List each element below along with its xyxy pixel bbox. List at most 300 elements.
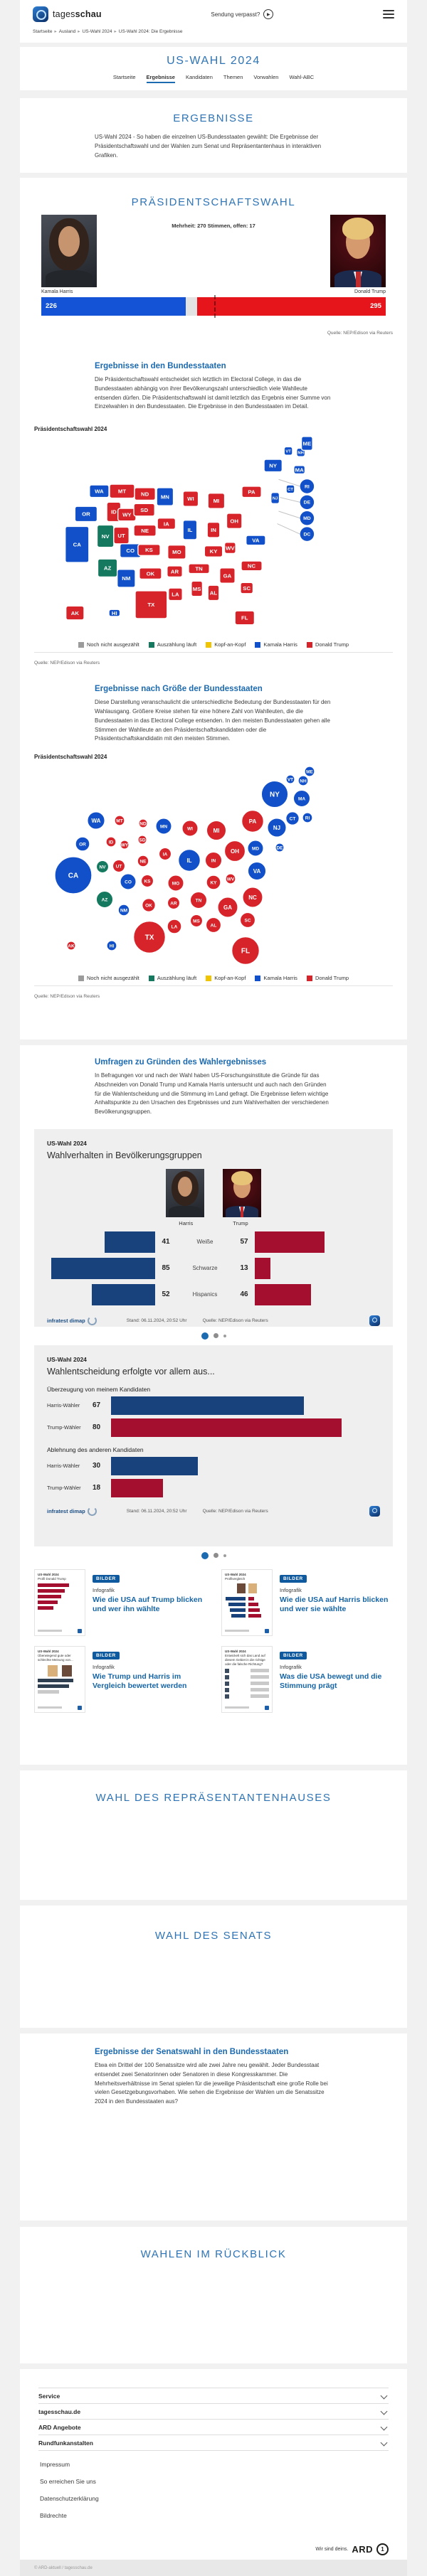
state-bubble-WV[interactable] (226, 874, 236, 884)
svg-text:MS: MS (193, 919, 200, 924)
thumb-gray-bar (251, 1694, 269, 1698)
tagesschau-mini-icon (369, 1315, 380, 1326)
thumb-tagesschau-icon (78, 1706, 82, 1710)
state-tile-NY[interactable] (264, 459, 282, 472)
teaser-card[interactable] (221, 1646, 393, 1713)
state-bubble-ME[interactable] (305, 766, 315, 776)
state-bubble-VT[interactable] (286, 775, 295, 784)
breadcrumb-item[interactable]: US-Wahl 2024 (82, 29, 112, 34)
svg-text:AL: AL (210, 923, 217, 929)
category-label: Weiße (196, 1239, 214, 1246)
state-tile-ME[interactable] (302, 437, 313, 450)
state-bubble-AL[interactable] (206, 918, 221, 933)
svg-text:KY: KY (209, 548, 218, 555)
chart2-groups (47, 1386, 380, 1497)
svg-text:NJ: NJ (273, 824, 281, 831)
state-bubble-IL[interactable] (179, 850, 201, 872)
teaser-card[interactable] (221, 1569, 393, 1636)
teaser-card[interactable] (34, 1646, 206, 1713)
trump-name: Donald Trump (354, 289, 386, 294)
thumb-row (225, 1682, 269, 1686)
legend-swatch (78, 976, 84, 981)
state-bubble-NE[interactable] (137, 855, 149, 867)
state-tile-SD[interactable] (134, 503, 154, 516)
state-bubble-TN[interactable] (190, 892, 207, 909)
trump-bar-area (255, 1258, 363, 1279)
state-tile-UT[interactable] (114, 528, 129, 544)
trump-bar (255, 1231, 325, 1253)
reason-row-value: 80 (93, 1423, 101, 1432)
reason-row-bar (111, 1418, 342, 1437)
thumb-bar (231, 1614, 246, 1618)
svg-text:WA: WA (91, 817, 101, 824)
svg-text:UT: UT (117, 532, 125, 539)
breadcrumb-item[interactable]: Ausland (58, 29, 76, 34)
review-title: WAHLEN IM RÜCKBLICK (140, 2248, 287, 2260)
svg-text:NY: NY (269, 462, 278, 469)
thumb-bar (248, 1608, 260, 1612)
tab-vorwahlen[interactable]: Vorwahlen (253, 74, 279, 80)
legend-label: Auszählung läuft (157, 641, 197, 648)
svg-text:OK: OK (146, 570, 155, 577)
trump-bar (255, 1284, 311, 1305)
reason-row-value: 30 (93, 1462, 101, 1470)
demographics-row (47, 1284, 380, 1305)
state-bubble-SD[interactable] (138, 835, 147, 844)
legend-swatch (255, 976, 260, 981)
state-bubble-MS[interactable] (190, 914, 202, 926)
majority-note: Mehrheit: 270 Stimmen, offen: 17 (172, 223, 255, 229)
svg-text:NC: NC (247, 562, 256, 570)
reason-row (47, 1457, 380, 1475)
state-bubble-WA[interactable] (88, 812, 105, 830)
svg-text:NE: NE (139, 859, 147, 865)
thumb-tagesschau-icon (265, 1629, 269, 1633)
thumb-bar (228, 1603, 246, 1606)
state-tile-WY[interactable] (118, 508, 136, 521)
svg-text:DE: DE (276, 845, 283, 851)
thumb-bar (38, 1595, 61, 1598)
state-tile-AZ[interactable] (97, 559, 117, 577)
breadcrumb-separator: ▸ (78, 29, 80, 34)
svg-text:KY: KY (210, 880, 217, 886)
svg-text:ID: ID (110, 508, 117, 515)
svg-text:FL: FL (241, 614, 248, 621)
teaser-thumbnail[interactable] (34, 1646, 85, 1713)
demographics-chart-card (34, 1129, 393, 1327)
thumb-title: Überwiegend gute oder schlechte Meinung von... (38, 1653, 73, 1662)
thumb-footer-line (225, 1706, 249, 1709)
tab-ergebnisse[interactable]: Ergebnisse (147, 74, 175, 83)
state-bubble-NJ[interactable] (268, 818, 287, 838)
state-tile-KY[interactable] (204, 546, 222, 557)
svg-text:WY: WY (122, 511, 132, 518)
svg-text:OK: OK (145, 903, 152, 909)
state-bubble-NV[interactable] (96, 860, 108, 872)
teaser-thumbnail[interactable] (34, 1569, 85, 1636)
teaser-title[interactable]: Wie die USA auf Trump blicken und wer ihn wählte (93, 1595, 203, 1614)
harris-photo (41, 215, 97, 287)
svg-text:IL: IL (186, 857, 192, 864)
infratest-dimap-logo: infratest dimap (47, 1507, 97, 1516)
state-bubble-WI[interactable] (182, 821, 198, 836)
state-bubble-PA[interactable] (242, 811, 264, 833)
reason-row-value: 67 (93, 1401, 101, 1410)
svg-text:IA: IA (162, 852, 168, 857)
chart1-rows (47, 1231, 380, 1305)
state-bubble-IN[interactable] (205, 852, 222, 869)
presidential-election-card (20, 178, 407, 1040)
svg-text:SC: SC (243, 584, 251, 592)
thumb-row (225, 1694, 269, 1699)
state-tile-NM[interactable] (117, 570, 135, 587)
accordion-label: Rundfunkanstalten (38, 2439, 93, 2447)
thumb-bar (226, 1597, 246, 1600)
state-bubble-OR[interactable] (75, 837, 90, 851)
state-bubble-WY[interactable] (120, 840, 129, 849)
state-bubble-DE[interactable] (275, 843, 284, 852)
svg-text:WA: WA (95, 488, 104, 495)
tagesschau-app-icon (33, 6, 48, 22)
legend-swatch (307, 642, 312, 648)
state-bubble-ND[interactable] (139, 819, 147, 828)
thumb-photos (38, 1665, 82, 1677)
state-tile-WV[interactable] (225, 543, 236, 554)
category-label: Hispanics (192, 1291, 218, 1298)
thumb-bar (38, 1600, 58, 1604)
hamburger-menu-icon[interactable] (383, 10, 394, 18)
state-tile-IL[interactable] (183, 520, 196, 540)
state-bubble-RI[interactable] (302, 813, 312, 823)
legend-label: Donald Trump (315, 975, 349, 982)
play-icon: ▶ (263, 9, 273, 19)
thumb-footer (38, 1629, 82, 1633)
teaser-body (93, 1569, 206, 1636)
state-bubble-IA[interactable] (159, 848, 171, 860)
state-tile-TN[interactable] (189, 564, 209, 574)
thumb-right-bars (248, 1595, 269, 1618)
state-tile-FL[interactable] (235, 611, 254, 624)
accordion-tagesschaude[interactable] (38, 2403, 389, 2419)
accordion-ardangebote[interactable] (38, 2419, 389, 2435)
accordion-rundfunkanstalten[interactable] (38, 2435, 389, 2451)
state-tile-PA[interactable] (242, 486, 261, 498)
svg-text:GA: GA (223, 572, 232, 579)
svg-text:IA: IA (163, 520, 169, 528)
tagesschau-logo[interactable] (33, 6, 102, 22)
svg-text:NC: NC (248, 894, 257, 901)
harris-value: 41 (162, 1238, 170, 1246)
harris-name: Kamala Harris (41, 289, 73, 294)
state-tile-NC[interactable] (241, 561, 262, 571)
chart1-harris-photo (166, 1169, 204, 1217)
state-tile-KS[interactable] (138, 545, 160, 556)
state-bubble-NY[interactable] (261, 781, 288, 808)
state-bubble-MD[interactable] (248, 840, 263, 856)
state-bubble-CA[interactable] (55, 857, 92, 894)
harris-ev-segment: 226 (41, 297, 186, 316)
state-tile-IA[interactable] (157, 518, 175, 530)
svg-text:MD: MD (303, 516, 311, 522)
accordion-service[interactable] (38, 2388, 389, 2403)
state-bubble-ID[interactable] (106, 837, 116, 847)
state-tile-NJ[interactable] (271, 493, 280, 504)
state-callout-RI[interactable] (300, 479, 314, 493)
thumb-square (225, 1694, 229, 1699)
state-tile-VT[interactable] (284, 447, 292, 456)
svg-text:ND: ND (139, 821, 147, 827)
footer-link[interactable]: Datenschutzerklärung (40, 2495, 99, 2502)
states-results-text: Die Präsidentschaftswahl entscheidet sich letztlich im Electoral College, in das die Bundesstaaten abhängig von ihrer Bevölkerungszahl unterschiedlich viele Wahlleute entsenden dürfen. Die Präsidentschaftswahl ist damit letztlich das Ergebnis einer Summe von Einzelwahlen in den Bundesstaaten. Die Ergebnisse in den Bundesstaaten im Detail. (95, 376, 331, 410)
reason-row-value: 18 (93, 1484, 101, 1492)
tagesschau-mini-icon (369, 1506, 380, 1517)
state-bubble-NC[interactable] (243, 887, 263, 907)
teaser-card[interactable] (34, 1569, 206, 1636)
thumb-square (225, 1688, 229, 1692)
chevron-down-icon (381, 2439, 388, 2447)
results-intro-text: US-Wahl 2024 - So haben die einzelnen US-Bundesstaaten gewählt: Die Ergebnisse der Präsidentschaftswahl und der Wahlen zum Senat und Repräsentantenhaus in interaktiven Grafiken. (95, 134, 322, 159)
svg-text:OH: OH (231, 848, 239, 855)
ev-bar-source: Quelle: NEP/Edison via Reuters (327, 331, 393, 336)
svg-text:AK: AK (70, 610, 79, 617)
svg-text:AZ: AZ (101, 897, 108, 903)
thumb-kicker: US-Wahl 2024 (225, 1649, 246, 1653)
svg-text:RI: RI (304, 484, 310, 490)
state-tile-GA[interactable] (220, 568, 235, 583)
state-tile-MI[interactable] (208, 493, 224, 508)
svg-text:DC: DC (303, 532, 311, 538)
tab-startseite[interactable]: Startseite (112, 74, 136, 80)
state-tile-CA[interactable] (65, 527, 89, 563)
us-bubble-cartogram[interactable] (34, 761, 393, 975)
state-tile-MA[interactable] (294, 466, 305, 474)
state-bubble-KS[interactable] (141, 875, 153, 887)
state-tile-MN[interactable] (157, 488, 173, 506)
svg-text:ND: ND (141, 491, 149, 498)
footer-link[interactable]: Impressum (40, 2461, 70, 2468)
state-bubble-CT[interactable] (286, 812, 300, 825)
state-bubble-TX[interactable] (134, 921, 166, 953)
teaser-kicker: Infografik (93, 1586, 115, 1593)
state-tile-OH[interactable] (226, 513, 241, 528)
state-bubble-MN[interactable] (156, 818, 172, 834)
thumb-bar (248, 1597, 254, 1600)
us-choropleth-map[interactable] (34, 434, 393, 641)
thumb-row (225, 1688, 269, 1692)
demographics-row (47, 1258, 380, 1279)
teaser-body (280, 1646, 393, 1713)
state-bubble-KY[interactable] (206, 875, 221, 889)
reason-row-label: Harris-Wähler (47, 1463, 80, 1470)
state-tile-AL[interactable] (208, 585, 219, 600)
state-bubble-FL[interactable] (232, 937, 260, 965)
svg-text:GA: GA (223, 904, 232, 911)
map2-source: Quelle: NEP/Edison via Reuters (34, 994, 100, 1000)
teaser-title[interactable]: Was die USA bewegt und die Stimmung prägt (280, 1672, 382, 1691)
teaser-thumbnail[interactable] (221, 1569, 273, 1636)
state-callout-DC[interactable] (300, 528, 314, 541)
state-tile-TX[interactable] (135, 591, 167, 619)
state-bubble-NM[interactable] (118, 904, 130, 916)
svg-text:TN: TN (195, 565, 203, 572)
state-bubble-MA[interactable] (293, 790, 310, 807)
state-bubble-AZ[interactable] (96, 891, 113, 908)
state-bubble-CO[interactable] (120, 874, 136, 889)
teaser-thumbnail[interactable] (221, 1646, 273, 1713)
svg-text:ME: ME (302, 440, 312, 447)
thumb-footer (225, 1706, 269, 1710)
electoral-college-bar[interactable] (41, 297, 386, 316)
reason-row (47, 1396, 380, 1415)
state-tile-HI[interactable] (109, 609, 120, 616)
state-tile-AK[interactable] (66, 606, 84, 620)
state-bubble-OH[interactable] (224, 841, 245, 862)
harris-bar-area (47, 1258, 155, 1279)
thumb-gray-bar (251, 1675, 269, 1679)
house-section-card (20, 1770, 407, 1900)
majority-marker (214, 295, 216, 318)
state-bubble-NH[interactable] (298, 776, 308, 786)
legend-swatch (149, 976, 154, 981)
brand-name: tagesschau (53, 9, 102, 19)
state-bubble-MT[interactable] (115, 816, 125, 825)
svg-text:LA: LA (171, 924, 178, 930)
footer-link[interactable]: Bildrechte (40, 2512, 67, 2519)
thumb-row (225, 1669, 269, 1673)
state-tile-LA[interactable] (169, 588, 182, 601)
chevron-down-icon (381, 2424, 388, 2431)
legend-item (78, 975, 139, 981)
thumb-title: Entwickelt sich das Land auf diesem Gebiet in die richtige oder die falsche Richtung? (225, 1653, 265, 1666)
harris-value: 85 (162, 1264, 170, 1273)
state-tile-CT[interactable] (286, 485, 295, 493)
map2-label: Präsidentschaftswahl 2024 (34, 754, 107, 761)
thumb-chart (225, 1595, 269, 1618)
svg-text:MN: MN (160, 493, 169, 501)
state-tile-AR[interactable] (167, 566, 182, 577)
teaser-title[interactable]: Wie die USA auf Harris blicken und wer sie wählte (280, 1595, 389, 1614)
states-results-heading: Ergebnisse in den Bundesstaaten (95, 362, 226, 370)
state-tile-MS[interactable] (191, 582, 203, 597)
state-tile-ND[interactable] (135, 488, 155, 501)
legend-item (255, 975, 297, 981)
state-bubble-OK[interactable] (142, 899, 156, 912)
state-tile-NV[interactable] (97, 525, 113, 547)
state-tile-NE[interactable] (134, 525, 156, 537)
state-tile-WI[interactable] (183, 491, 198, 506)
svg-text:NY: NY (270, 791, 280, 799)
breadcrumb-item[interactable]: Startseite (33, 29, 53, 34)
state-bubble-HI[interactable] (107, 941, 117, 951)
tab-wahl-abc[interactable]: Wahl-ABC (289, 74, 315, 80)
chart1-title: Wahlverhalten in Bevölkerungsgruppen (47, 1150, 202, 1160)
thumb-bar (38, 1589, 65, 1593)
svg-text:AL: AL (209, 589, 218, 597)
missed-broadcast-link[interactable] (211, 9, 273, 19)
ard-one-icon: 1 (376, 2543, 389, 2555)
svg-text:WY: WY (120, 843, 129, 848)
state-callout-DE[interactable] (300, 496, 314, 509)
harris-bar (105, 1231, 155, 1253)
state-bubble-LA[interactable] (167, 919, 181, 934)
svg-text:TX: TX (144, 934, 154, 942)
svg-text:NM: NM (122, 575, 131, 582)
surveys-card (20, 1045, 407, 1765)
state-tile-SC[interactable] (241, 582, 253, 594)
accordion-label: tagesschau.de (38, 2407, 81, 2415)
state-callout-MD[interactable] (300, 511, 314, 525)
legend-swatch (255, 642, 260, 648)
chart2-source: Quelle: NEP/Edison via Reuters (202, 1508, 268, 1514)
state-tile-IN[interactable] (207, 523, 220, 538)
reason-row-bar (111, 1396, 304, 1415)
state-bubble-AK[interactable] (67, 941, 75, 950)
open-ev-segment (186, 297, 196, 316)
thumb-bar (38, 1679, 73, 1682)
svg-text:KS: KS (145, 547, 153, 554)
svg-text:NH: NH (300, 779, 307, 784)
tab-bar (20, 74, 407, 83)
trump-bar-area (255, 1284, 363, 1305)
svg-text:IL: IL (187, 527, 193, 534)
state-tile-OR[interactable] (75, 506, 97, 521)
breadcrumb (33, 28, 394, 34)
thumb-kicker: US-Wahl 2024 (38, 1649, 59, 1653)
svg-text:MS: MS (192, 585, 201, 592)
teaser-title[interactable]: Wie Trump und Harris im Vergleich bewertet werden (93, 1672, 187, 1691)
breadcrumb-item[interactable]: US-Wahl 2024: Die Ergebnisse (118, 29, 183, 34)
harris-bar-area (47, 1284, 155, 1305)
missed-broadcast-label: Sendung verpasst? (211, 11, 260, 18)
svg-text:NV: NV (101, 533, 110, 540)
footer-link[interactable]: So erreichen Sie uns (40, 2478, 96, 2485)
chart1-stand: Stand: 06.11.2024, 20:52 Uhr (126, 1318, 187, 1323)
teaser-grid (34, 1569, 393, 1713)
state-tile-MT[interactable] (110, 484, 135, 498)
legend-label: Noch nicht ausgezählt (86, 975, 139, 982)
chart1-trump-photo (223, 1169, 261, 1217)
state-tile-MO[interactable] (168, 545, 186, 559)
state-bubble-SC[interactable] (240, 913, 255, 928)
reason-row-label: Harris-Wähler (47, 1402, 80, 1409)
svg-text:WI: WI (187, 826, 193, 832)
tab-themen[interactable]: Themen (223, 74, 243, 80)
carousel-dots[interactable] (20, 1332, 407, 1340)
carousel-dots[interactable] (20, 1552, 407, 1559)
svg-text:AR: AR (170, 901, 177, 907)
svg-text:HI: HI (109, 944, 115, 949)
state-tile-VA[interactable] (246, 535, 265, 545)
state-bubble-AR[interactable] (167, 897, 179, 909)
footer-accordions (38, 2388, 389, 2451)
svg-text:MT: MT (116, 818, 123, 824)
state-tile-WA[interactable] (90, 485, 109, 498)
state-bubble-MO[interactable] (168, 875, 184, 891)
state-bubble-GA[interactable] (218, 897, 238, 917)
legend-label: Auszählung läuft (157, 975, 197, 982)
state-tile-OK[interactable] (139, 568, 162, 579)
tab-kandidaten[interactable]: Kandidaten (185, 74, 213, 80)
svg-text:RI: RI (305, 816, 310, 821)
chevron-down-icon (381, 2408, 388, 2415)
breadcrumb-separator: ▸ (114, 29, 117, 34)
svg-text:MA: MA (295, 466, 304, 474)
state-bubble-VA[interactable] (248, 862, 266, 880)
state-bubble-UT[interactable] (112, 860, 125, 872)
harris-bar-area (47, 1231, 155, 1253)
svg-text:ID: ID (108, 840, 114, 845)
state-bubble-MI[interactable] (206, 821, 226, 840)
